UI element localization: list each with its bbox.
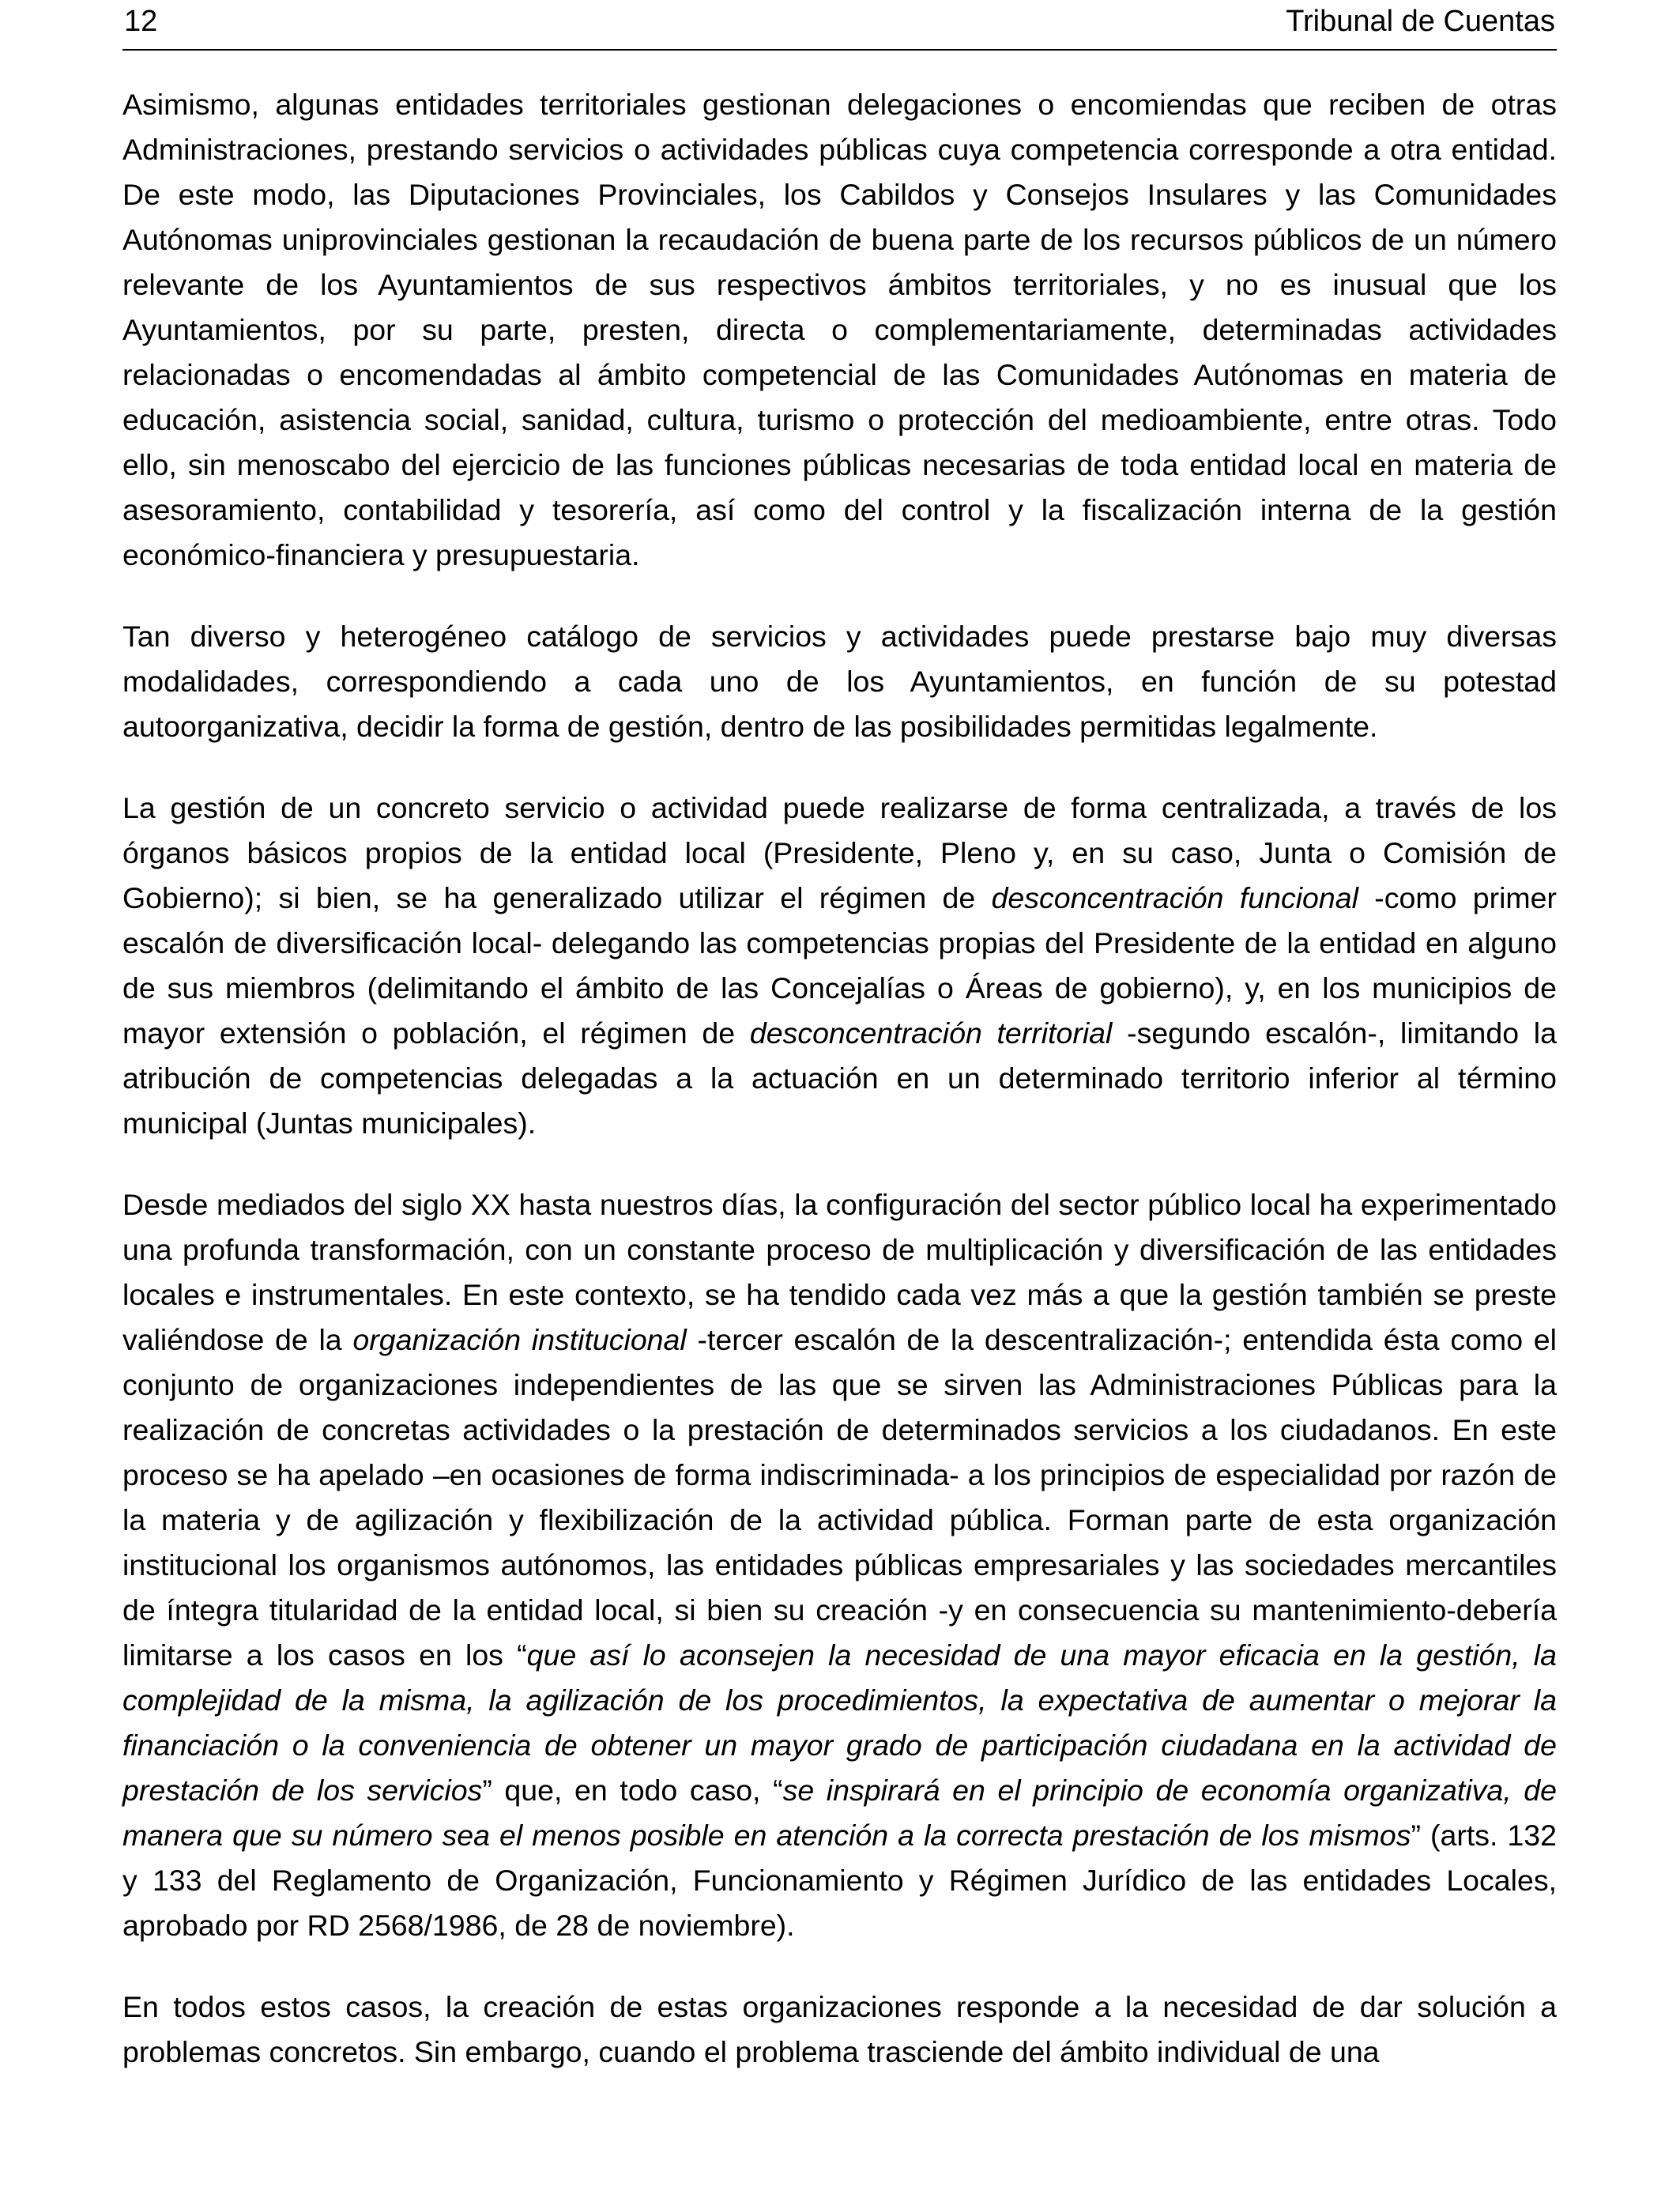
paragraph-text: -como primer escalón de diversificación local- delegando las competencias propias del Presidente de la entidad en alguno de sus miembros (delimitando el ámbito de las Concejalías o Áreas de gobierno), y, en los municipios de mayor extensión o población, el régimen de bbox=[122, 881, 1558, 1050]
paragraph-text: Asimismo, algunas entidades territoriales gestionan delegaciones o encomiendas que reciben de otras Administraciones, prestando servicios o actividades públicas cuya competencia corresponde a otra entidad. De este modo, las Diputaciones Provinciales, los Cabildos y Consejos Insulares y las Comunidades Autónomas uniprovinciales gestionan la recaudación de buena parte de los recursos públicos de un número relevante de los Ayuntamientos de sus respectivos ámbitos territoriales, y no es inusual que los Ayuntamientos, por su parte, presten, directa o complementariamente, determinadas actividades relacionadas o encomendadas al ámbito competencial de las Comunidades Autónomas en materia de educación, asistencia social, sanidad, cultura, turismo o protección del medioambiente, entre otras. Todo ello, sin menoscabo del ejercicio de las funciones públicas necesarias de toda entidad local en materia de asesoramiento, contabilidad y tesorería, así como del control y la fiscalización interna de la gestión económico-financiera y presupuestaria. bbox=[122, 88, 1557, 571]
italic-quote: que así lo aconsejen la necesidad de una mayor eficacia en la gestión, la complejidad de la misma, la agilización de los procedimientos, la expectativa de aumentar o mejorar la financiación o la conveniencia de obtener un mayor grado de participación ciudadana en la actividad de prestación de los servicios bbox=[122, 1638, 1557, 1807]
page-number: 12 bbox=[124, 5, 158, 38]
italic-term: desconcentración territorial bbox=[749, 1016, 1113, 1050]
running-title: Tribunal de Cuentas bbox=[1286, 5, 1555, 38]
paragraph-text: ” (arts. 132 y 133 del Reglamento de Organización, Funcionamiento y Régimen Jurídico de las entidades Locales, aprobado por RD 2568/1986, de 28 de noviembre). bbox=[122, 1819, 1558, 1942]
paragraph-modalidades bbox=[122, 614, 1557, 749]
paragraph-text: En todos estos casos, la creación de estas organizaciones responde a la necesidad de dar solución a problemas concretos. Sin embargo, cuando el problema trasciende del ámbito individual de una bbox=[122, 1990, 1557, 2068]
italic-term: organización institucional bbox=[352, 1323, 687, 1356]
paragraph-desconcentracion bbox=[122, 786, 1557, 1146]
paragraph-delegaciones bbox=[122, 82, 1557, 578]
italic-term: desconcentración funcional bbox=[991, 881, 1358, 914]
paragraph-organizacion-institucional bbox=[122, 1182, 1557, 1948]
paragraph-text: La gestión de un concreto servicio o actividad puede realizarse de forma centralizada, a través de los órganos básicos propios de la entidad local (Presidente, Pleno y, en su caso, Junta o Comisión de Gobierno); si bien, se ha generalizado utilizar el régimen de bbox=[122, 791, 1557, 914]
paragraph-conclusion bbox=[122, 1985, 1557, 2075]
page-header bbox=[122, 0, 1557, 51]
paragraph-text: Tan diverso y heterogéneo catálogo de servicios y actividades puede prestarse bajo muy diversas modalidades, correspondiendo a cada uno de los Ayuntamientos, en función de su potestad autoorganizativa, decidir la forma de gestión, dentro de las posibilidades permitidas legalmente. bbox=[122, 620, 1557, 743]
paragraph-text: ” que, en todo caso, “ bbox=[482, 1774, 783, 1807]
body-text bbox=[122, 82, 1557, 2075]
paragraph-text: Desde mediados del siglo XX hasta nuestros días, la configuración del sector público local ha experimentado una profunda transformación, con un constante proceso de multiplicación y diversificación de las entidades locales e instrumentales. En este contexto, se ha tendido cada vez más a que la gestión también se preste valiéndose de la bbox=[122, 1188, 1557, 1356]
italic-quote: se inspirará en el principio de economía organizativa, de manera que su número sea el menos posible en atención a la correcta prestación de los mismos bbox=[122, 1774, 1557, 1852]
paragraph-text: -segundo escalón-, limitando la atribución de competencias delegadas a la actuación en un determinado territorio inferior al término municipal (Juntas municipales). bbox=[122, 1016, 1557, 1140]
paragraph-text: -tercer escalón de la descentralización-; entendida ésta como el conjunto de organizaciones independientes de las que se sirven las Administraciones Públicas para la realización de concretas actividades o la prestación de determinados servicios a los ciudadanos. En este proceso se ha apelado –en ocasiones de forma indiscriminada- a los principios de especialidad por razón de la materia y de agilización y flexibilización de la actividad pública. Forman parte de esta organización institucional los organismos autónomos, las entidades públicas empresariales y las sociedades mercantiles de íntegra titularidad de la entidad local, si bien su creación -y en consecuencia su mantenimiento-debería limitarse a los casos en los “ bbox=[122, 1323, 1557, 1672]
